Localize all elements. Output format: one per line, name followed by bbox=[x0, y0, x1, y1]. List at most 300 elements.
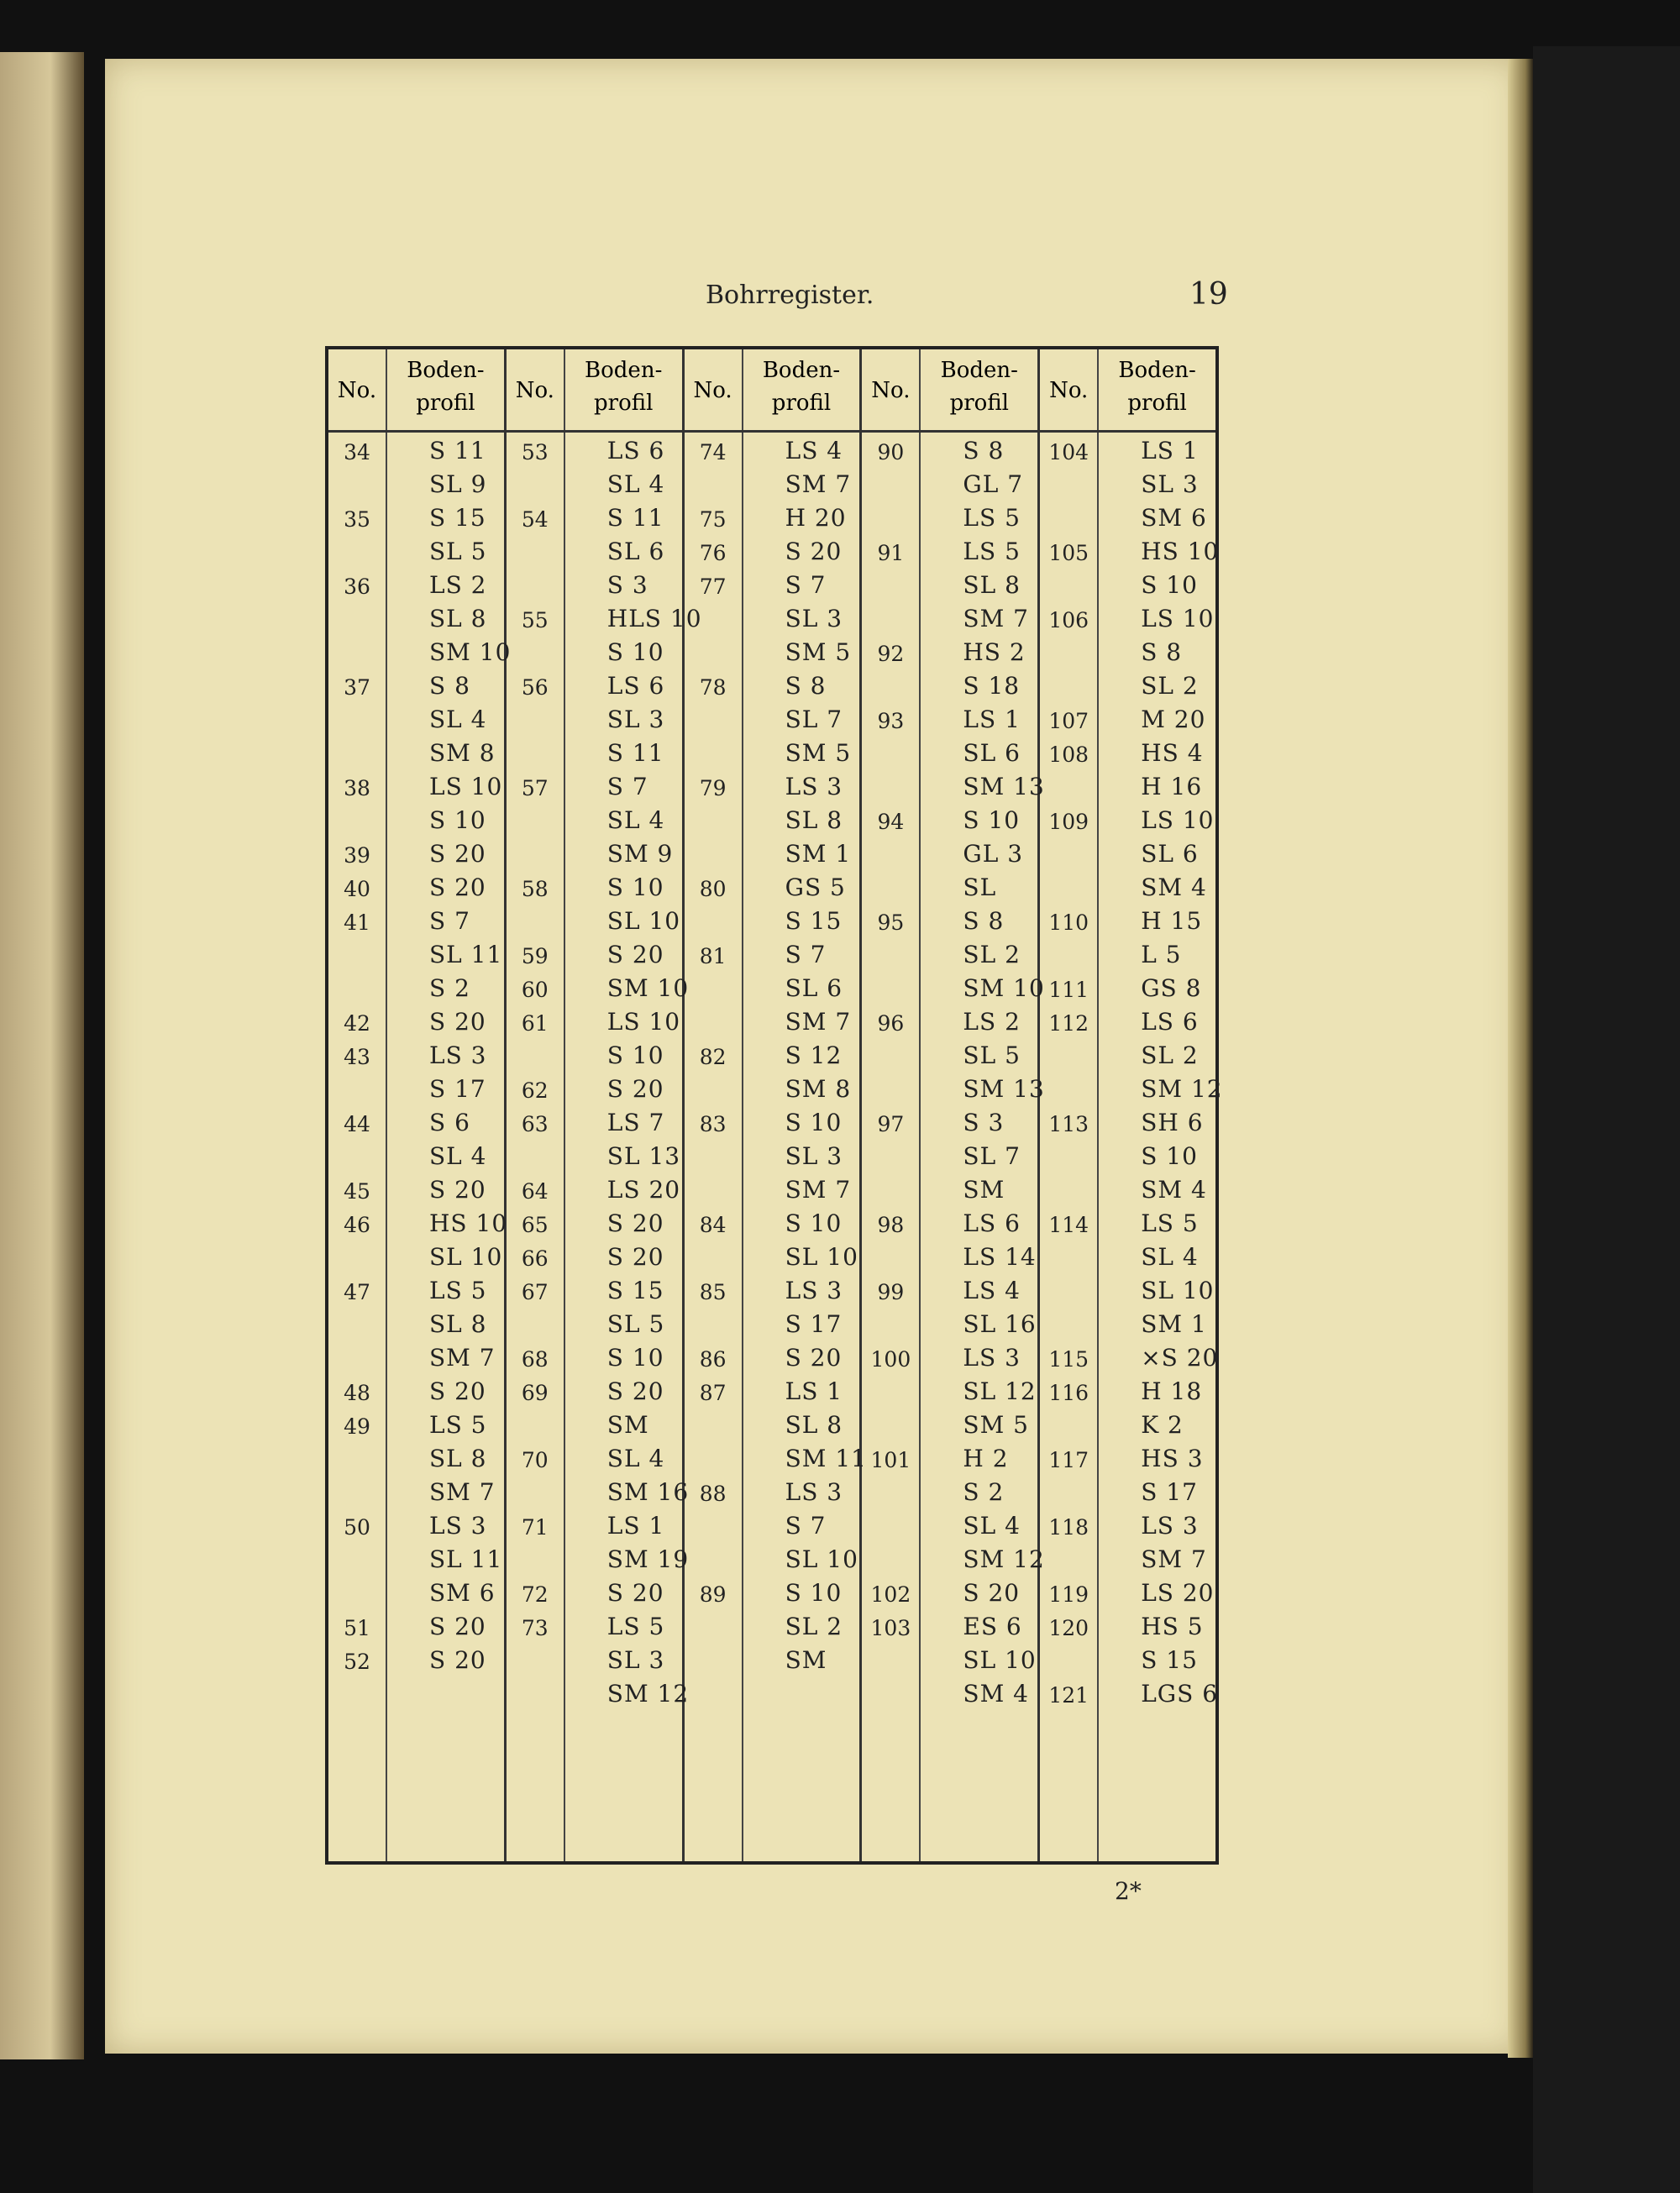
soil-layer: S 10 bbox=[606, 1344, 664, 1372]
soil-layer: SL 10 bbox=[785, 1243, 858, 1271]
soil-layer: SL 3 bbox=[1141, 470, 1199, 498]
entry-number: 76 bbox=[699, 541, 727, 565]
header-soil-profile-line2: profil bbox=[416, 391, 475, 416]
soil-layer: S 18 bbox=[963, 672, 1021, 700]
soil-layer: LS 3 bbox=[429, 1512, 487, 1540]
entry-number: 65 bbox=[521, 1213, 549, 1237]
soil-layer: LS 20 bbox=[606, 1176, 681, 1204]
entry-number: 44 bbox=[344, 1112, 370, 1136]
soil-layer: SM 7 bbox=[429, 1478, 496, 1506]
soil-layer: S 15 bbox=[1141, 1646, 1198, 1674]
soil-layer: SM 6 bbox=[1141, 504, 1207, 532]
soil-layer: HS 10 bbox=[429, 1209, 508, 1237]
soil-layer: HS 3 bbox=[1141, 1445, 1204, 1472]
entry-number: 112 bbox=[1048, 1011, 1089, 1036]
soil-layer: SL 4 bbox=[963, 1512, 1021, 1540]
soil-layer: SM 1 bbox=[785, 840, 852, 868]
soil-layer: SL 2 bbox=[1141, 1041, 1199, 1069]
soil-layer: S 2 bbox=[963, 1478, 1005, 1506]
entry-number: 37 bbox=[344, 675, 370, 700]
entry-number: 57 bbox=[521, 776, 549, 800]
soil-layer: LS 5 bbox=[963, 504, 1021, 532]
soil-layer: SM 11 bbox=[785, 1445, 867, 1472]
soil-layer: SM 9 bbox=[606, 840, 674, 868]
soil-layer: LS 3 bbox=[1141, 1512, 1199, 1540]
soil-layer: S 20 bbox=[606, 1075, 664, 1103]
soil-layer: SL 8 bbox=[785, 1411, 843, 1439]
header-soil-profile-line2: profil bbox=[771, 391, 832, 416]
entry-number: 51 bbox=[344, 1616, 370, 1640]
entry-number: 45 bbox=[344, 1179, 370, 1204]
soil-layer: SL 3 bbox=[606, 1646, 665, 1674]
soil-layer: SL 11 bbox=[429, 941, 503, 968]
soil-layer: S 20 bbox=[606, 941, 664, 968]
soil-layer: SL 6 bbox=[963, 739, 1021, 767]
header-no: No. bbox=[337, 378, 377, 403]
soil-layer: SL 8 bbox=[429, 1310, 487, 1338]
entry-number: 59 bbox=[521, 944, 549, 968]
soil-layer: H 16 bbox=[1141, 773, 1203, 800]
table-column-group bbox=[862, 349, 1045, 1861]
entry-number: 67 bbox=[521, 1280, 549, 1304]
soil-layer: LS 10 bbox=[1141, 806, 1215, 834]
header-no: No. bbox=[693, 378, 732, 403]
soil-layer: SL 4 bbox=[1141, 1243, 1199, 1271]
soil-layer: SL 6 bbox=[606, 538, 665, 565]
soil-layer: LS 2 bbox=[963, 1008, 1021, 1036]
soil-layer: K 2 bbox=[1141, 1411, 1184, 1439]
soil-layer: HS 10 bbox=[1141, 538, 1220, 565]
soil-layer: SM 4 bbox=[1141, 1176, 1207, 1204]
soil-layer: SL 3 bbox=[606, 706, 665, 733]
soil-layer: SL 4 bbox=[606, 1445, 665, 1472]
soil-layer: SL 10 bbox=[963, 1646, 1037, 1674]
soil-layer: H 15 bbox=[1141, 907, 1203, 935]
soil-layer: H 20 bbox=[785, 504, 847, 532]
soil-layer: SL 16 bbox=[963, 1310, 1037, 1338]
soil-layer: SM 5 bbox=[963, 1411, 1029, 1439]
soil-layer: SH 6 bbox=[1141, 1109, 1204, 1136]
soil-layer: S 10 bbox=[1141, 571, 1198, 599]
entry-number: 92 bbox=[877, 642, 905, 666]
profile-column bbox=[921, 349, 1045, 1861]
soil-layer: S 20 bbox=[429, 1008, 486, 1036]
soil-layer: S 17 bbox=[785, 1310, 843, 1338]
table-column-group bbox=[685, 349, 867, 1861]
entry-number: 41 bbox=[344, 910, 370, 935]
soil-layer: LS 7 bbox=[606, 1109, 665, 1136]
table-column-group bbox=[328, 349, 512, 1861]
soil-layer: LS 6 bbox=[606, 672, 665, 700]
profile-column bbox=[743, 349, 867, 1861]
soil-layer: SM bbox=[785, 1646, 827, 1674]
soil-layer: S 8 bbox=[963, 907, 1005, 935]
page-number: 19 bbox=[1189, 277, 1228, 312]
soil-layer: SM 19 bbox=[606, 1545, 690, 1573]
entry-number: 121 bbox=[1048, 1683, 1089, 1708]
running-title: Bohrregister. bbox=[706, 281, 874, 310]
soil-layer: S 17 bbox=[429, 1075, 486, 1103]
table-column-group bbox=[507, 349, 702, 1861]
entry-number: 91 bbox=[877, 541, 905, 565]
header-soil-profile-line2: profil bbox=[1127, 391, 1187, 416]
soil-layer: LS 10 bbox=[1141, 605, 1215, 632]
entry-number: 78 bbox=[699, 675, 727, 700]
entry-number: 60 bbox=[521, 978, 549, 1002]
soil-layer: SL 9 bbox=[429, 470, 487, 498]
soil-layer: SL 8 bbox=[429, 1445, 487, 1472]
entry-number: 114 bbox=[1048, 1213, 1089, 1237]
soil-layer: LS 1 bbox=[785, 1377, 843, 1405]
entry-number: 68 bbox=[521, 1347, 549, 1372]
soil-layer: SM 13 bbox=[963, 1075, 1045, 1103]
entry-number: 96 bbox=[877, 1011, 905, 1036]
entry-number: 66 bbox=[521, 1246, 549, 1271]
entry-number: 84 bbox=[699, 1213, 727, 1237]
entry-number: 81 bbox=[699, 944, 727, 968]
soil-layer: SM 7 bbox=[785, 1176, 852, 1204]
soil-layer: SL 10 bbox=[785, 1545, 858, 1573]
entry-number: 88 bbox=[699, 1482, 727, 1506]
entry-number: 89 bbox=[699, 1582, 727, 1607]
entry-number: 56 bbox=[521, 675, 549, 700]
soil-layer: H 2 bbox=[963, 1445, 1009, 1472]
soil-layer: SL 3 bbox=[785, 1142, 843, 1170]
soil-layer: S 20 bbox=[429, 1377, 486, 1405]
soil-layer: SM 4 bbox=[1141, 874, 1207, 901]
soil-layer: SL 13 bbox=[606, 1142, 681, 1170]
soil-layer: S 10 bbox=[785, 1209, 843, 1237]
soil-layer: S 20 bbox=[606, 1209, 664, 1237]
soil-layer: SL 6 bbox=[1141, 840, 1199, 868]
soil-layer: SL 3 bbox=[785, 605, 843, 632]
soil-layer: S 8 bbox=[1141, 638, 1183, 666]
entry-number: 104 bbox=[1048, 440, 1089, 464]
entry-number: 35 bbox=[344, 507, 370, 532]
soil-layer: LS 6 bbox=[963, 1209, 1021, 1237]
soil-layer: SM 5 bbox=[785, 739, 852, 767]
soil-layer: S 20 bbox=[606, 1579, 664, 1607]
facing-page-edge bbox=[0, 52, 84, 2059]
soil-layer: ×S 20 bbox=[1141, 1344, 1219, 1372]
table-header bbox=[685, 349, 860, 433]
soil-layer: M 20 bbox=[1141, 706, 1206, 733]
entry-number: 108 bbox=[1048, 742, 1089, 767]
soil-layer: SL 8 bbox=[429, 605, 487, 632]
soil-layer: S 8 bbox=[963, 437, 1005, 464]
entry-number: 40 bbox=[344, 877, 370, 901]
entry-number: 90 bbox=[877, 440, 905, 464]
soil-layer: SL 2 bbox=[785, 1613, 843, 1640]
soil-layer: HS 5 bbox=[1141, 1613, 1204, 1640]
soil-layer: SL 8 bbox=[963, 571, 1021, 599]
soil-layer: SL 11 bbox=[429, 1545, 503, 1573]
soil-layer: S 11 bbox=[606, 504, 664, 532]
soil-layer: S 10 bbox=[1141, 1142, 1198, 1170]
soil-layer: S 10 bbox=[606, 1041, 664, 1069]
soil-layer: S 20 bbox=[606, 1243, 664, 1271]
profile-column bbox=[1099, 349, 1223, 1861]
soil-layer: SM 5 bbox=[785, 638, 852, 666]
soil-layer: LS 3 bbox=[785, 1478, 843, 1506]
soil-layer: S 12 bbox=[785, 1041, 843, 1069]
soil-layer: LS 6 bbox=[606, 437, 665, 464]
soil-layer: S 10 bbox=[606, 874, 664, 901]
entry-number: 111 bbox=[1048, 978, 1089, 1002]
soil-layer: LGS 6 bbox=[1141, 1680, 1219, 1708]
soil-layer: SL 5 bbox=[963, 1041, 1021, 1069]
header-soil-profile-line1: Boden- bbox=[585, 358, 663, 383]
entry-number: 69 bbox=[521, 1381, 549, 1405]
entry-number: 63 bbox=[521, 1112, 549, 1136]
entry-number: 62 bbox=[521, 1078, 549, 1103]
soil-layer: LS 4 bbox=[963, 1277, 1021, 1304]
soil-layer: S 11 bbox=[429, 437, 486, 464]
entry-number: 99 bbox=[877, 1280, 905, 1304]
entry-number: 105 bbox=[1048, 541, 1089, 565]
soil-layer: LS 5 bbox=[429, 1277, 487, 1304]
entry-number: 106 bbox=[1048, 608, 1089, 632]
entry-number: 86 bbox=[699, 1347, 727, 1372]
entry-number: 71 bbox=[521, 1515, 549, 1540]
soil-layer: S 7 bbox=[606, 773, 648, 800]
soil-layer: SL 6 bbox=[785, 974, 843, 1002]
book-cover bbox=[1533, 46, 1680, 2193]
entry-number: 110 bbox=[1048, 910, 1089, 935]
profile-column bbox=[387, 349, 512, 1861]
soil-layer: S 20 bbox=[429, 1613, 486, 1640]
entry-number: 87 bbox=[699, 1381, 727, 1405]
soil-layer: SM 4 bbox=[963, 1680, 1029, 1708]
entry-number: 43 bbox=[344, 1045, 370, 1069]
entry-number: 117 bbox=[1048, 1448, 1089, 1472]
soil-layer: SM 6 bbox=[429, 1579, 496, 1607]
entry-number: 80 bbox=[699, 877, 727, 901]
soil-layer: S 20 bbox=[606, 1377, 664, 1405]
entry-number: 103 bbox=[870, 1616, 911, 1640]
entry-number: 100 bbox=[870, 1347, 911, 1372]
entry-number: 47 bbox=[344, 1280, 370, 1304]
number-column bbox=[507, 349, 565, 1861]
entry-number: 77 bbox=[699, 574, 727, 599]
entry-number: 72 bbox=[521, 1582, 549, 1607]
soil-layer: GL 7 bbox=[963, 470, 1024, 498]
soil-layer: LS 1 bbox=[1141, 437, 1199, 464]
soil-layer: S 10 bbox=[963, 806, 1021, 834]
entry-number: 98 bbox=[877, 1213, 905, 1237]
soil-layer: HS 2 bbox=[963, 638, 1026, 666]
soil-layer: S 10 bbox=[606, 638, 664, 666]
entry-number: 53 bbox=[521, 440, 549, 464]
soil-layer: SM bbox=[606, 1411, 649, 1439]
header-soil-profile-line1: Boden- bbox=[762, 358, 841, 383]
entry-number: 119 bbox=[1048, 1582, 1089, 1607]
soil-layer: S 20 bbox=[429, 840, 486, 868]
soil-layer: HS 4 bbox=[1141, 739, 1204, 767]
soil-layer: LS 1 bbox=[963, 706, 1021, 733]
entry-number: 75 bbox=[699, 507, 727, 532]
page-block-edge bbox=[1508, 59, 1533, 2058]
soil-layer: LS 5 bbox=[963, 538, 1021, 565]
entry-number: 64 bbox=[521, 1179, 549, 1204]
soil-layer: SL 8 bbox=[785, 806, 843, 834]
soil-layer: HLS 10 bbox=[606, 605, 702, 632]
soil-layer: L 5 bbox=[1141, 941, 1182, 968]
entry-number: 113 bbox=[1048, 1112, 1089, 1136]
header-no: No. bbox=[515, 378, 554, 403]
soil-layer: S 10 bbox=[785, 1109, 843, 1136]
entry-number: 107 bbox=[1048, 709, 1089, 733]
entry-number: 116 bbox=[1048, 1381, 1089, 1405]
soil-layer: LS 3 bbox=[429, 1041, 487, 1069]
soil-layer: ES 6 bbox=[963, 1613, 1022, 1640]
number-column bbox=[1040, 349, 1099, 1861]
soil-layer: S 20 bbox=[785, 1344, 843, 1372]
entry-number: 36 bbox=[344, 574, 370, 599]
soil-layer: SM 7 bbox=[429, 1344, 496, 1372]
soil-layer: SL 4 bbox=[429, 706, 487, 733]
soil-layer: SL 7 bbox=[785, 706, 843, 733]
soil-layer: S 11 bbox=[606, 739, 664, 767]
soil-layer: SL 10 bbox=[1141, 1277, 1215, 1304]
soil-layer: S 3 bbox=[963, 1109, 1005, 1136]
soil-layer: S 20 bbox=[785, 538, 843, 565]
entry-number: 48 bbox=[344, 1381, 370, 1405]
bore-register-table bbox=[325, 346, 1223, 1865]
entry-number: 120 bbox=[1048, 1616, 1089, 1640]
soil-layer: SM 7 bbox=[1141, 1545, 1207, 1573]
entry-number: 54 bbox=[521, 507, 549, 532]
header-no: No. bbox=[871, 378, 911, 403]
soil-layer: S 3 bbox=[606, 571, 648, 599]
entry-number: 49 bbox=[344, 1414, 370, 1439]
entry-number: 109 bbox=[1048, 810, 1089, 834]
table-column-group bbox=[1040, 349, 1223, 1861]
entry-number: 39 bbox=[344, 843, 370, 868]
soil-layer: GS 5 bbox=[785, 874, 846, 901]
soil-layer: SL 10 bbox=[606, 907, 681, 935]
soil-layer: SL bbox=[963, 874, 997, 901]
header-soil-profile-line1: Boden- bbox=[940, 358, 1018, 383]
entry-number: 83 bbox=[699, 1112, 727, 1136]
soil-layer: LS 4 bbox=[785, 437, 843, 464]
soil-layer: S 20 bbox=[429, 1646, 486, 1674]
header-soil-profile-line2: profil bbox=[594, 391, 654, 416]
entry-number: 55 bbox=[521, 608, 549, 632]
entry-number: 85 bbox=[699, 1280, 727, 1304]
entry-number: 101 bbox=[870, 1448, 911, 1472]
soil-layer: LS 6 bbox=[1141, 1008, 1199, 1036]
entry-number: 74 bbox=[699, 440, 727, 464]
soil-layer: SM 7 bbox=[785, 470, 852, 498]
soil-layer: SL 2 bbox=[1141, 672, 1199, 700]
header-soil-profile-line1: Boden- bbox=[407, 358, 485, 383]
soil-layer: S 8 bbox=[429, 672, 470, 700]
soil-layer: LS 5 bbox=[606, 1613, 665, 1640]
soil-layer: S 7 bbox=[429, 907, 470, 935]
soil-layer: SM 12 bbox=[963, 1545, 1045, 1573]
number-column bbox=[328, 349, 387, 1861]
soil-layer: S 7 bbox=[785, 941, 827, 968]
entry-number: 58 bbox=[521, 877, 549, 901]
soil-layer: LS 3 bbox=[963, 1344, 1021, 1372]
soil-layer: LS 5 bbox=[1141, 1209, 1199, 1237]
soil-layer: LS 10 bbox=[606, 1008, 681, 1036]
entry-number: 42 bbox=[344, 1011, 370, 1036]
entry-number: 70 bbox=[521, 1448, 549, 1472]
soil-layer: SL 7 bbox=[963, 1142, 1021, 1170]
entry-number: 95 bbox=[877, 910, 905, 935]
entry-number: 52 bbox=[344, 1650, 370, 1674]
soil-layer: SL 4 bbox=[606, 470, 665, 498]
entry-number: 97 bbox=[877, 1112, 905, 1136]
soil-layer: S 20 bbox=[429, 1176, 486, 1204]
number-column bbox=[685, 349, 743, 1861]
soil-layer: SL 4 bbox=[429, 1142, 487, 1170]
soil-layer: S 17 bbox=[1141, 1478, 1198, 1506]
entry-number: 34 bbox=[344, 440, 370, 464]
soil-layer: LS 5 bbox=[429, 1411, 487, 1439]
table-header bbox=[328, 349, 504, 433]
soil-layer: SM 7 bbox=[785, 1008, 852, 1036]
soil-layer: SM 16 bbox=[606, 1478, 690, 1506]
entry-number: 82 bbox=[699, 1045, 727, 1069]
soil-layer: GS 8 bbox=[1141, 974, 1202, 1002]
number-column bbox=[862, 349, 921, 1861]
soil-layer: GL 3 bbox=[963, 840, 1024, 868]
soil-layer: SM 10 bbox=[963, 974, 1045, 1002]
entry-number: 46 bbox=[344, 1213, 370, 1237]
soil-layer: SM 1 bbox=[1141, 1310, 1207, 1338]
soil-layer: SL 2 bbox=[963, 941, 1021, 968]
soil-layer: S 6 bbox=[429, 1109, 470, 1136]
header-soil-profile-line1: Boden- bbox=[1118, 358, 1196, 383]
header-no: No. bbox=[1049, 378, 1089, 403]
soil-layer: S 2 bbox=[429, 974, 470, 1002]
soil-layer: LS 2 bbox=[429, 571, 487, 599]
entry-number: 102 bbox=[870, 1582, 911, 1607]
soil-layer: S 20 bbox=[429, 874, 486, 901]
soil-layer: SL 12 bbox=[963, 1377, 1037, 1405]
soil-layer: SL 10 bbox=[429, 1243, 503, 1271]
soil-layer: LS 3 bbox=[785, 773, 843, 800]
profile-column bbox=[565, 349, 702, 1861]
soil-layer: SM 10 bbox=[429, 638, 512, 666]
signature-mark: 2* bbox=[1115, 1877, 1142, 1905]
soil-layer: LS 1 bbox=[606, 1512, 665, 1540]
soil-layer: SM 8 bbox=[429, 739, 496, 767]
soil-layer: SM bbox=[963, 1176, 1005, 1204]
entry-number: 115 bbox=[1048, 1347, 1089, 1372]
entry-number: 94 bbox=[877, 810, 905, 834]
entry-number: 38 bbox=[344, 776, 370, 800]
soil-layer: SL 5 bbox=[606, 1310, 665, 1338]
soil-layer: S 15 bbox=[606, 1277, 664, 1304]
entry-number: 50 bbox=[344, 1515, 370, 1540]
soil-layer: S 15 bbox=[429, 504, 486, 532]
soil-layer: SL 5 bbox=[429, 538, 487, 565]
soil-layer: LS 3 bbox=[785, 1277, 843, 1304]
soil-layer: S 7 bbox=[785, 571, 827, 599]
entry-number: 118 bbox=[1048, 1515, 1089, 1540]
soil-layer: SM 7 bbox=[963, 605, 1029, 632]
entry-number: 79 bbox=[699, 776, 727, 800]
table-header bbox=[507, 349, 682, 433]
soil-layer: S 20 bbox=[963, 1579, 1021, 1607]
entry-number: 61 bbox=[521, 1011, 549, 1036]
header-soil-profile-line2: profil bbox=[949, 391, 1009, 416]
soil-layer: S 8 bbox=[785, 672, 827, 700]
